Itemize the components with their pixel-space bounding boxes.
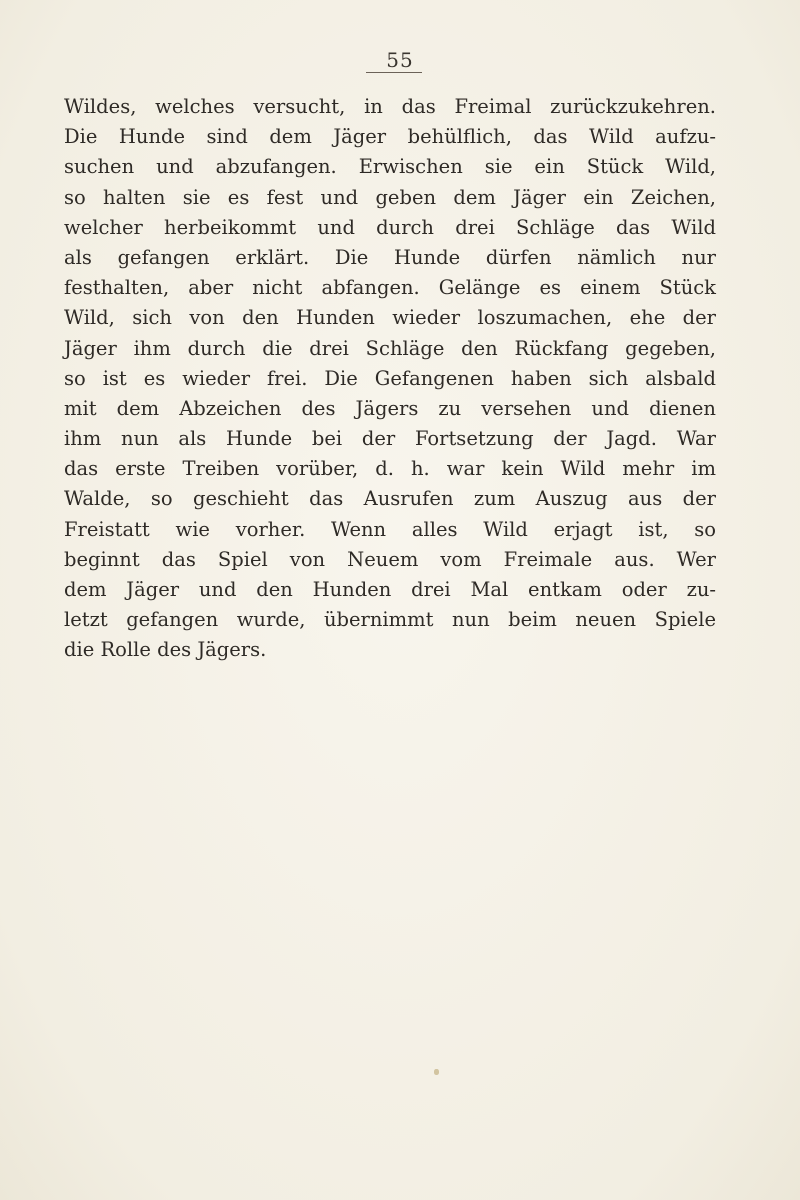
text-line: Die Hunde sind dem Jäger behülflich, das Wild aufzu- bbox=[64, 125, 716, 149]
text-line: welcher herbeikommt und durch drei Schläge das Wild bbox=[64, 215, 716, 239]
text-line: Freistatt wie vorher. Wenn alles Wild erjagt ist, so bbox=[64, 517, 716, 541]
page-number-rule bbox=[366, 72, 422, 73]
text-line: das erste Treiben vorüber, d. h. war kein Wild mehr im bbox=[64, 457, 716, 481]
text-line: so halten sie es fest und geben dem Jäger ein Zeichen, bbox=[64, 185, 716, 209]
text-line: Wild, sich von den Hunden wieder loszumachen, ehe der bbox=[64, 306, 716, 330]
body-text bbox=[64, 92, 716, 666]
text-line: Walde, so geschieht das Ausrufen zum Auszug aus der bbox=[64, 487, 716, 511]
paper-speck bbox=[434, 1069, 439, 1075]
page-number: 55 bbox=[386, 48, 414, 72]
text-line: Wildes, welches versucht, in das Freimal zurückzukehren. bbox=[64, 95, 716, 118]
text-line: so ist es wieder frei. Die Gefangenen haben sich alsbald bbox=[64, 366, 716, 390]
text-line: ihm nun als Hunde bei der Fortsetzung der Jagd. War bbox=[64, 427, 716, 451]
text-line: Jäger ihm durch die drei Schläge den Rückfang gegeben, bbox=[64, 336, 716, 360]
text-line-last: die Rolle des Jägers. bbox=[64, 638, 267, 662]
text-line: dem Jäger und den Hunden drei Mal entkam oder zu- bbox=[64, 578, 716, 601]
text-line: letzt gefangen wurde, übernimmt nun beim neuen Spiele bbox=[64, 608, 716, 632]
text-line: festhalten, aber nicht abfangen. Gelänge es einem Stück bbox=[64, 276, 716, 300]
text-line: beginnt das Spiel von Neuem vom Freimale aus. Wer bbox=[64, 547, 716, 571]
text-line: suchen und abzufangen. Erwischen sie ein Stück Wild, bbox=[64, 155, 716, 179]
text-line: als gefangen erklärt. Die Hunde dürfen nämlich nur bbox=[64, 245, 716, 269]
text-line: mit dem Abzeichen des Jägers zu versehen und dienen bbox=[64, 396, 716, 420]
